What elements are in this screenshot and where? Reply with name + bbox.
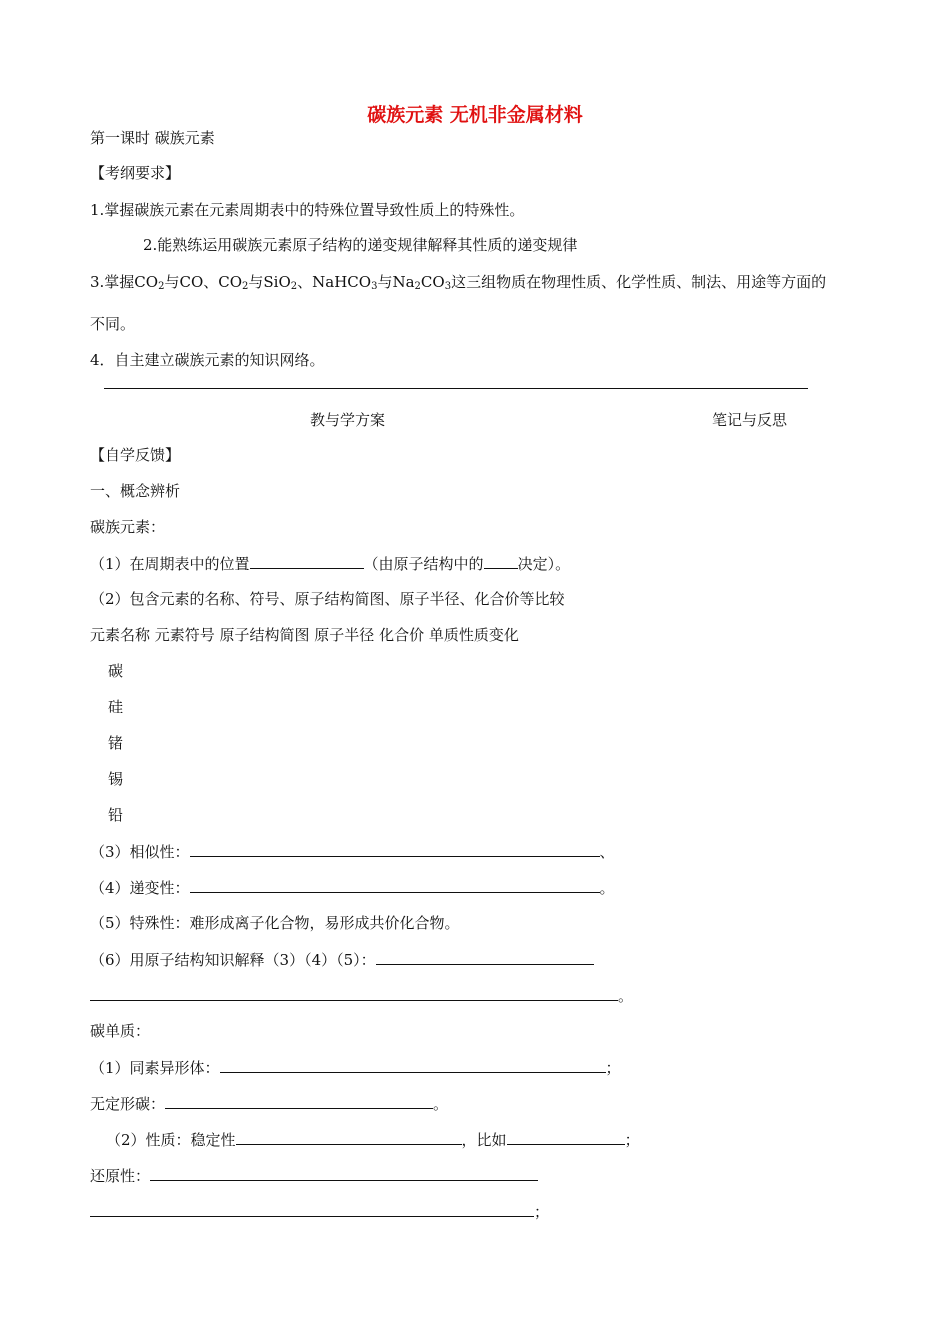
document-title: 碳族元素 无机非金属材料 [367, 104, 583, 126]
answer-blank[interactable] [90, 985, 618, 1001]
answer-blank[interactable] [507, 1129, 625, 1145]
reducing-property: 还原性： [90, 1165, 538, 1186]
answer-blank[interactable] [190, 877, 600, 893]
amorphous-carbon: 无定形碳： 。 [90, 1095, 449, 1113]
answer-blank[interactable] [150, 1165, 538, 1181]
question-6-continued: 。 [90, 985, 633, 1006]
answer-blank[interactable] [220, 1057, 606, 1073]
answer-blank[interactable] [165, 1093, 433, 1109]
answer-blank[interactable] [190, 841, 600, 857]
element-germanium: 锗 [108, 734, 124, 752]
question-5: （5）特殊性：难形成离子化合物，易形成共价化合物。 [90, 914, 460, 932]
group-label: 碳族元素： [90, 518, 166, 536]
question-6: （6）用原子结构知识解释（3）（4）（5）： [90, 949, 594, 970]
answer-blank[interactable] [376, 949, 594, 965]
requirement-item-3: 3.掌握$CO_2$与CO、$CO_2$与SiO$_2$、NaHCO$_3$与$Na_2CO_3$这三组物质在物理性质、化学性质、制法、用途等方面的 [90, 273, 827, 292]
question-2: （2）包含元素的名称、符号、原子结构简图、原子半径、化合价等比较 [90, 590, 565, 608]
reducing-property-continued: ； [90, 1201, 549, 1222]
carbon-question-2: （2）性质：稳定性 ，比如 ； [106, 1131, 640, 1149]
carbon-label: 碳单质： [90, 1022, 151, 1040]
question-4: （4）递变性： 。 [90, 879, 615, 897]
lesson-line: 第一课时 碳族元素 [90, 129, 215, 147]
element-carbon: 碳 [108, 662, 124, 680]
section-heading: 一、概念辨析 [90, 482, 181, 500]
requirement-item-2: 2.能熟练运用碳族元素原子结构的递变规律解释其性质的递变规律 [143, 236, 578, 254]
requirement-item-1: 1.掌握碳族元素在元素周期表中的特殊位置导致性质上的特殊性。 [90, 201, 525, 219]
answer-blank[interactable] [484, 553, 518, 569]
element-lead: 铅 [108, 806, 124, 824]
element-tin: 锡 [108, 770, 124, 788]
answer-blank[interactable] [236, 1129, 462, 1145]
requirement-item-3-continued: 不同。 [90, 315, 136, 333]
question-3: （3）相似性： 、 [90, 843, 615, 861]
answer-blank[interactable] [90, 1201, 534, 1217]
requirement-item-4: 4．自主建立碳族元素的知识网络。 [90, 351, 325, 369]
answer-blank[interactable] [250, 553, 364, 569]
divider-line [104, 388, 808, 389]
element-silicon: 硅 [108, 698, 124, 716]
table-header: 元素名称 元素符号 原子结构简图 原子半径 化合价 单质性质变化 [90, 626, 519, 644]
carbon-question-1: （1）同素异形体： ； [90, 1059, 621, 1077]
question-1: （1）在周期表中的位置 （由原子结构中的 决定）。 [90, 555, 571, 573]
column-header-right: 笔记与反思 [712, 411, 788, 429]
requirements-heading: 【考纲要求】 [90, 164, 181, 182]
column-header-left: 教与学方案 [310, 411, 386, 429]
feedback-heading: 【自学反馈】 [90, 446, 181, 464]
